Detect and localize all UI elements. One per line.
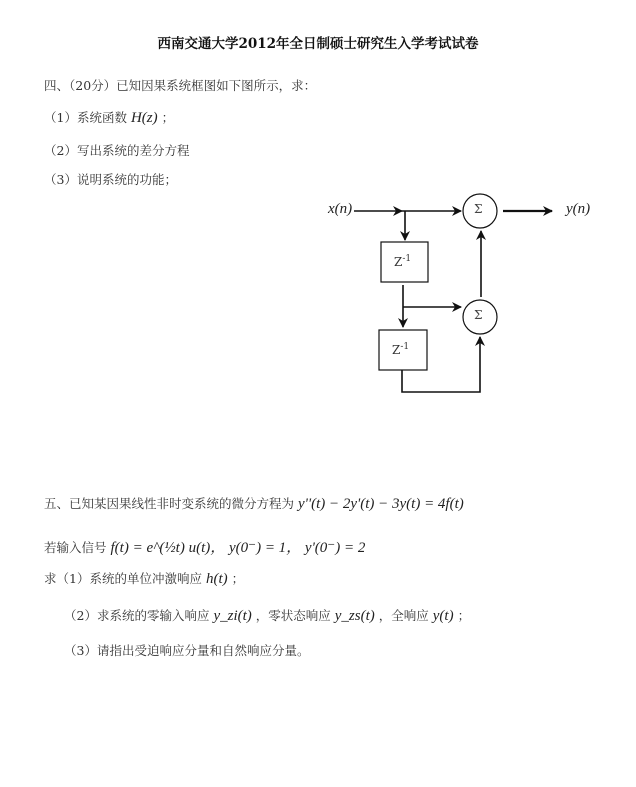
zero-state-response: y_zs(t): [334, 608, 375, 624]
q4-item-1: [44, 108, 174, 127]
summer-1-symbol: Σ: [474, 202, 483, 216]
exam-title: 西南交通大学2012年全日制硕士研究生入学考试试卷: [157, 36, 479, 52]
q5-item-1-tail: ；: [231, 571, 245, 586]
q5-intro: 五、已知某因果线性非时变系统的微分方程为: [44, 496, 295, 511]
q5-item-3: （3）请指出受迫响应分量和自然响应分量。: [64, 643, 310, 658]
q5-input-prefix: 若输入信号: [44, 540, 107, 555]
q5-item-2: （2）求系统的零输入响应 y_zi(t) ，零状态响应 y_zs(t) ，全响应 y(t) ；: [64, 608, 471, 624]
q5-intro-line: [44, 494, 464, 513]
q5-equation: y''(t) − 2y'(t) − 3y(t) = 4f(t): [298, 496, 464, 512]
q4-item-3: （3）说明系统的功能；: [44, 172, 177, 187]
full-response: y(t): [432, 608, 454, 624]
zero-input-response: y_zi(t): [213, 608, 252, 624]
output-label: y(n): [566, 201, 591, 217]
q4-intro: 四、（20分）已知因果系统框图如下图所示，求：: [44, 78, 317, 93]
q4-item-1-math: H(z): [130, 110, 158, 126]
delay-2-label: $Z^{-1}$: [392, 342, 410, 357]
q5-input-line: [44, 536, 365, 557]
summer-2-symbol: Σ: [474, 308, 483, 322]
q5-item-1: [44, 569, 244, 588]
block-diagram: [320, 190, 610, 400]
delay-1-label: $Z^{-1}$: [394, 254, 412, 269]
q5-item-1-label: 求（1）系统的单位冲激响应: [44, 571, 202, 586]
input-label: x(n): [328, 201, 353, 217]
q4-item-1-label: （1）系统函数: [44, 110, 127, 125]
q4-item-1-tail: ；: [161, 110, 175, 125]
q5-item-1-math: h(t): [205, 571, 228, 587]
q5-input-signal: f(t) = e^(½t) u(t)， y(0⁻) = 1， y'(0⁻) = 2: [110, 540, 366, 556]
q4-item-2: （2）写出系统的差分方程: [44, 143, 190, 158]
